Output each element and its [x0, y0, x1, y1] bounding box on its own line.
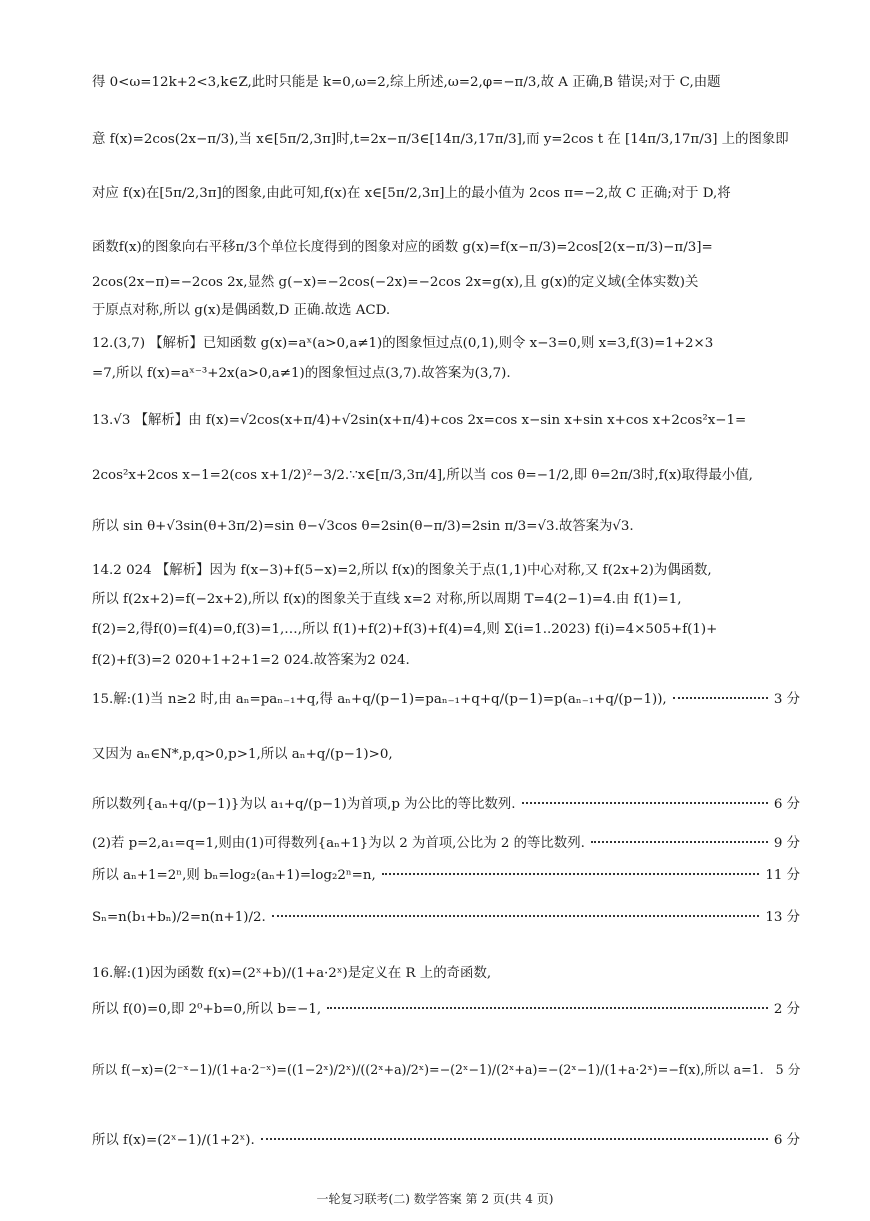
- score-label: 2 分: [773, 1002, 800, 1017]
- dotted-leader: [522, 802, 768, 804]
- text-line-l2: 意 f(x)=2cos(2x−π/3),当 x∈[5π/2,3π]时,t=2x−π/3∈[14π/3,17π/3],而 y=2cos t 在 [14π/3,17π/3] 上的图象即: [92, 132, 789, 147]
- text-line-l7: 12.(3,7) 【解析】已知函数 g(x)=aˣ(a>0,a≠1)的图象恒过点(0,1),则令 x−3=0,则 x=3,f(3)=1+2×3: [92, 336, 714, 351]
- text-line-l17: 又因为 aₙ∈N*,p,q>0,p>1,所以 aₙ+q/(p−1)>0,: [92, 747, 393, 762]
- text-line-l6: 于原点对称,所以 g(x)是偶函数,D 正确.故选 ACD.: [92, 303, 391, 318]
- scored-line-s4: [92, 866, 800, 886]
- score-label: 9 分: [773, 836, 800, 851]
- text-line-l14: f(2)=2,得f(0)=f(4)=0,f(3)=1,…,所以 f(1)+f(2)+f(3)+f(4)=4,则 Σ(i=1..2023) f(i)=4×505+f(1)+: [92, 622, 718, 637]
- scored-line-s8: [92, 1131, 800, 1151]
- dotted-leader: [591, 841, 768, 843]
- score-label: 3 分: [773, 692, 800, 707]
- text-line-l22: 16.解:(1)因为函数 f(x)=(2ˣ+b)/(1+a·2ˣ)是定义在 R 上的奇函数,: [92, 966, 492, 981]
- scored-line-s5: [92, 908, 800, 928]
- score-label: 6 分: [773, 1133, 800, 1148]
- scored-line-s2: [92, 795, 800, 815]
- dotted-leader: [272, 915, 760, 917]
- score-label: 5 分: [775, 1062, 801, 1077]
- dotted-leader: [673, 697, 768, 699]
- score-label: 6 分: [773, 797, 800, 812]
- text-line-l3: 对应 f(x)在[5π/2,3π]的图象,由此可知,f(x)在 x∈[5π/2,3π]上的最小值为 2cos π=−2,故 C 正确;对于 D,将: [92, 186, 731, 201]
- scored-line-s7: [92, 1060, 800, 1080]
- dotted-leader: [327, 1007, 768, 1009]
- text-line-l12: 14.2 024 【解析】因为 f(x−3)+f(5−x)=2,所以 f(x)的图象关于点(1,1)中心对称,又 f(2x+2)为偶函数,: [92, 563, 712, 578]
- scored-line-text: (2)若 p=2,a₁=q=1,则由(1)可得数列{aₙ+1}为以 2 为首项,公比为 2 的等比数列.: [92, 836, 585, 851]
- text-line-l1: 得 0<ω=12k+2<3,k∈Z,此时只能是 k=0,ω=2,综上所述,ω=2,φ=−π/3,故 A 正确,B 错误;对于 C,由题: [92, 75, 721, 90]
- page-footer: 一轮复习联考(二) 数学答案 第 2 页(共 4 页): [316, 1192, 554, 1206]
- scored-line-s1: [92, 690, 800, 710]
- scored-line-text: Sₙ=n(b₁+bₙ)/2=n(n+1)/2.: [92, 910, 266, 925]
- text-line-l5: 2cos(2x−π)=−2cos 2x,显然 g(−x)=−2cos(−2x)=−2cos 2x=g(x),且 g(x)的定义域(全体实数)关: [92, 275, 699, 290]
- scored-line-s3: [92, 834, 800, 854]
- text-line-l9: 13.√3 【解析】由 f(x)=√2cos(x+π/4)+√2sin(x+π/4)+cos 2x=cos x−sin x+sin x+cos x+2cos²x−1=: [92, 413, 747, 428]
- scored-line-text: 所以数列{aₙ+q/(p−1)}为以 a₁+q/(p−1)为首项,p 为公比的等比数列.: [92, 797, 516, 812]
- scored-line-s6: [92, 1000, 800, 1020]
- dotted-leader: [382, 873, 760, 875]
- scored-line-text: 所以 f(0)=0,即 2⁰+b=0,所以 b=−1,: [92, 1002, 322, 1017]
- text-line-l10: 2cos²x+2cos x−1=2(cos x+1/2)²−3/2.∵x∈[π/3,3π/4],所以当 cos θ=−1/2,即 θ=2π/3时,f(x)取得最小值,: [92, 468, 753, 483]
- text-line-l8: =7,所以 f(x)=aˣ⁻³+2x(a>0,a≠1)的图象恒过点(3,7).故答案为(3,7).: [92, 366, 511, 381]
- score-label: 13 分: [765, 910, 800, 925]
- scored-line-text: 所以 f(−x)=(2⁻ˣ−1)/(1+a·2⁻ˣ)=((1−2ˣ)/2ˣ)/((2ˣ+a)/2ˣ)=−(2ˣ−1)/(2ˣ+a)=−(2ˣ−1)/(1+a·2ˣ)=−f(x),所以 a=1.: [92, 1062, 764, 1077]
- text-line-l13: 所以 f(2x+2)=f(−2x+2),所以 f(x)的图象关于直线 x=2 对称,所以周期 T=4(2−1)=4.由 f(1)=1,: [92, 592, 682, 607]
- scored-line-text: 所以 aₙ+1=2ⁿ,则 bₙ=log₂(aₙ+1)=log₂2ⁿ=n,: [92, 868, 376, 883]
- text-line-l4: 函数f(x)的图象向右平移π/3个单位长度得到的图象对应的函数 g(x)=f(x−π/3)=2cos[2(x−π/3)−π/3]=: [92, 240, 713, 255]
- text-line-l11: 所以 sin θ+√3sin(θ+3π/2)=sin θ−√3cos θ=2sin(θ−π/3)=2sin π/3=√3.故答案为√3.: [92, 519, 634, 534]
- scored-line-text: 15.解:(1)当 n≥2 时,由 aₙ=paₙ₋₁+q,得 aₙ+q/(p−1)=paₙ₋₁+q+q/(p−1)=p(aₙ₋₁+q/(p−1)),: [92, 692, 667, 707]
- dotted-leader: [261, 1138, 768, 1140]
- scored-line-text: 所以 f(x)=(2ˣ−1)/(1+2ˣ).: [92, 1133, 255, 1148]
- score-label: 11 分: [765, 868, 800, 883]
- text-line-l15: f(2)+f(3)=2 020+1+2+1=2 024.故答案为2 024.: [92, 653, 410, 668]
